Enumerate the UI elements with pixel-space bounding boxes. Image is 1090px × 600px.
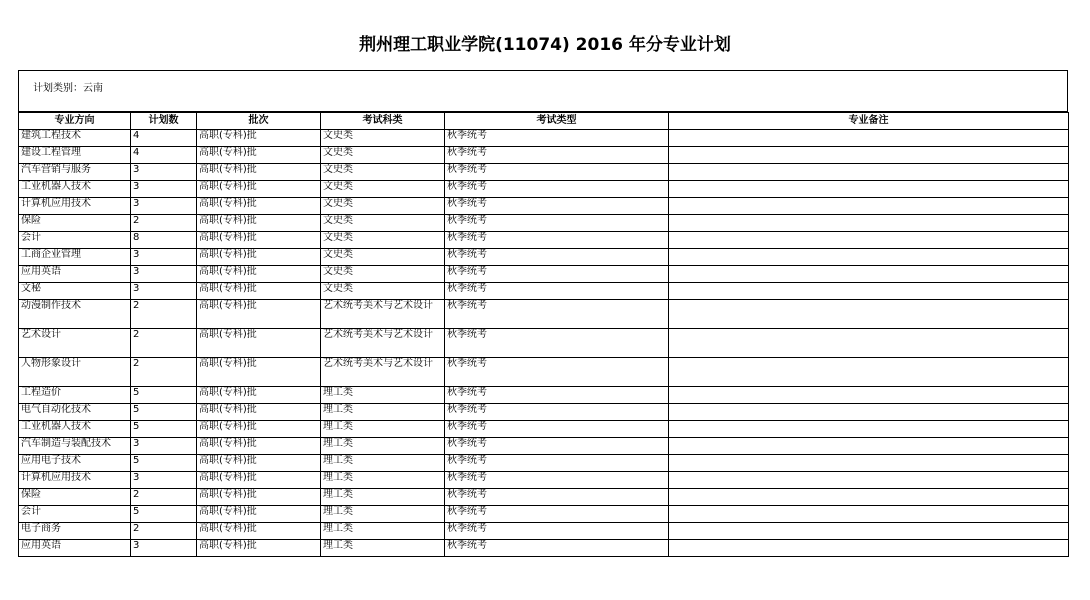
table-row	[19, 181, 1069, 198]
cell-subject: 理工类	[321, 523, 445, 540]
cell-subject: 理工类	[321, 506, 445, 523]
cell-batch: 高职(专科)批	[197, 147, 321, 164]
cell-major: 会计	[19, 506, 131, 523]
cell-major: 人物形象设计	[19, 358, 131, 387]
table-row	[19, 540, 1069, 557]
cell-batch: 高职(专科)批	[197, 329, 321, 358]
cell-exam-type: 秋季统考	[445, 472, 669, 489]
cell-major: 保险	[19, 489, 131, 506]
cell-major: 会计	[19, 232, 131, 249]
cell-note	[669, 540, 1069, 557]
cell-batch: 高职(专科)批	[197, 506, 321, 523]
cell-count: 3	[131, 438, 197, 455]
cell-note	[669, 147, 1069, 164]
cell-subject: 文史类	[321, 283, 445, 300]
cell-subject: 文史类	[321, 130, 445, 147]
cell-note	[669, 249, 1069, 266]
cell-count: 2	[131, 523, 197, 540]
cell-note	[669, 215, 1069, 232]
cell-count: 5	[131, 421, 197, 438]
cell-count: 2	[131, 300, 197, 329]
cell-note	[669, 404, 1069, 421]
cell-subject: 文史类	[321, 164, 445, 181]
cell-note	[669, 232, 1069, 249]
cell-major: 动漫制作技术	[19, 300, 131, 329]
cell-batch: 高职(专科)批	[197, 523, 321, 540]
cell-batch: 高职(专科)批	[197, 198, 321, 215]
cell-note	[669, 421, 1069, 438]
cell-count: 3	[131, 249, 197, 266]
cell-subject: 文史类	[321, 232, 445, 249]
cell-major: 电子商务	[19, 523, 131, 540]
cell-batch: 高职(专科)批	[197, 215, 321, 232]
table-row	[19, 232, 1069, 249]
cell-count: 3	[131, 266, 197, 283]
cell-count: 2	[131, 215, 197, 232]
table-row	[19, 283, 1069, 300]
cell-batch: 高职(专科)批	[197, 266, 321, 283]
cell-count: 2	[131, 358, 197, 387]
plan-table-body	[19, 130, 1069, 557]
cell-note	[669, 472, 1069, 489]
cell-major: 应用英语	[19, 540, 131, 557]
cell-count: 4	[131, 130, 197, 147]
cell-count: 2	[131, 329, 197, 358]
cell-subject: 理工类	[321, 387, 445, 404]
column-header-major: 专业方向	[19, 113, 131, 130]
cell-subject: 文史类	[321, 266, 445, 283]
cell-subject: 理工类	[321, 489, 445, 506]
cell-exam-type: 秋季统考	[445, 266, 669, 283]
cell-exam-type: 秋季统考	[445, 358, 669, 387]
cell-count: 5	[131, 506, 197, 523]
cell-note	[669, 130, 1069, 147]
cell-subject: 理工类	[321, 404, 445, 421]
cell-note	[669, 506, 1069, 523]
table-row	[19, 438, 1069, 455]
column-header-subject: 考试科类	[321, 113, 445, 130]
cell-count: 3	[131, 472, 197, 489]
table-row	[19, 358, 1069, 387]
cell-exam-type: 秋季统考	[445, 164, 669, 181]
cell-major: 保险	[19, 215, 131, 232]
cell-exam-type: 秋季统考	[445, 540, 669, 557]
cell-subject: 艺术统考美术与艺术设计	[321, 329, 445, 358]
table-row	[19, 164, 1069, 181]
cell-major: 建筑工程技术	[19, 130, 131, 147]
cell-exam-type: 秋季统考	[445, 404, 669, 421]
cell-count: 2	[131, 489, 197, 506]
cell-major: 汽车营销与服务	[19, 164, 131, 181]
table-row	[19, 506, 1069, 523]
cell-major: 计算机应用技术	[19, 198, 131, 215]
cell-exam-type: 秋季统考	[445, 387, 669, 404]
cell-count: 5	[131, 404, 197, 421]
table-row	[19, 266, 1069, 283]
cell-subject: 艺术统考美术与艺术设计	[321, 358, 445, 387]
cell-exam-type: 秋季统考	[445, 421, 669, 438]
cell-batch: 高职(专科)批	[197, 387, 321, 404]
cell-major: 工业机器人技术	[19, 181, 131, 198]
cell-batch: 高职(专科)批	[197, 455, 321, 472]
cell-note	[669, 455, 1069, 472]
cell-exam-type: 秋季统考	[445, 249, 669, 266]
cell-major: 应用英语	[19, 266, 131, 283]
cell-subject: 文史类	[321, 147, 445, 164]
cell-note	[669, 266, 1069, 283]
plan-category-box	[18, 70, 1068, 112]
cell-exam-type: 秋季统考	[445, 181, 669, 198]
cell-count: 3	[131, 198, 197, 215]
cell-note	[669, 358, 1069, 387]
cell-count: 5	[131, 455, 197, 472]
cell-count: 5	[131, 387, 197, 404]
table-row	[19, 215, 1069, 232]
cell-subject: 理工类	[321, 472, 445, 489]
cell-note	[669, 489, 1069, 506]
cell-major: 电气自动化技术	[19, 404, 131, 421]
cell-batch: 高职(专科)批	[197, 249, 321, 266]
table-row	[19, 489, 1069, 506]
column-header-batch: 批次	[197, 113, 321, 130]
table-row	[19, 472, 1069, 489]
cell-count: 4	[131, 147, 197, 164]
cell-batch: 高职(专科)批	[197, 283, 321, 300]
cell-batch: 高职(专科)批	[197, 164, 321, 181]
table-row	[19, 404, 1069, 421]
cell-subject: 文史类	[321, 181, 445, 198]
cell-note	[669, 198, 1069, 215]
column-header-count: 计划数	[131, 113, 197, 130]
table-header-row	[19, 113, 1069, 130]
cell-exam-type: 秋季统考	[445, 438, 669, 455]
cell-count: 3	[131, 164, 197, 181]
table-row	[19, 300, 1069, 329]
table-row	[19, 523, 1069, 540]
cell-subject: 文史类	[321, 198, 445, 215]
cell-batch: 高职(专科)批	[197, 421, 321, 438]
cell-batch: 高职(专科)批	[197, 300, 321, 329]
cell-batch: 高职(专科)批	[197, 404, 321, 421]
cell-note	[669, 438, 1069, 455]
cell-exam-type: 秋季统考	[445, 130, 669, 147]
table-row	[19, 130, 1069, 147]
cell-subject: 艺术统考美术与艺术设计	[321, 300, 445, 329]
cell-note	[669, 300, 1069, 329]
cell-exam-type: 秋季统考	[445, 198, 669, 215]
cell-note	[669, 329, 1069, 358]
cell-subject: 理工类	[321, 540, 445, 557]
cell-batch: 高职(专科)批	[197, 489, 321, 506]
cell-batch: 高职(专科)批	[197, 438, 321, 455]
cell-major: 建设工程管理	[19, 147, 131, 164]
cell-count: 3	[131, 181, 197, 198]
cell-subject: 理工类	[321, 421, 445, 438]
cell-exam-type: 秋季统考	[445, 215, 669, 232]
table-row	[19, 147, 1069, 164]
plan-category-label: 计划类别：云南	[33, 83, 103, 94]
cell-exam-type: 秋季统考	[445, 300, 669, 329]
cell-count: 3	[131, 540, 197, 557]
table-row	[19, 387, 1069, 404]
cell-exam-type: 秋季统考	[445, 232, 669, 249]
cell-major: 汽车制造与装配技术	[19, 438, 131, 455]
cell-batch: 高职(专科)批	[197, 181, 321, 198]
page-title: 荆州理工职业学院(11074) 2016 年分专业计划	[359, 35, 731, 55]
table-row	[19, 249, 1069, 266]
cell-subject: 文史类	[321, 249, 445, 266]
cell-major: 艺术设计	[19, 329, 131, 358]
cell-exam-type: 秋季统考	[445, 506, 669, 523]
cell-subject: 理工类	[321, 438, 445, 455]
cell-note	[669, 283, 1069, 300]
cell-note	[669, 523, 1069, 540]
table-row	[19, 421, 1069, 438]
table-row	[19, 198, 1069, 215]
cell-exam-type: 秋季统考	[445, 147, 669, 164]
cell-note	[669, 387, 1069, 404]
cell-batch: 高职(专科)批	[197, 130, 321, 147]
cell-exam-type: 秋季统考	[445, 523, 669, 540]
cell-subject: 理工类	[321, 455, 445, 472]
cell-batch: 高职(专科)批	[197, 232, 321, 249]
cell-exam-type: 秋季统考	[445, 489, 669, 506]
cell-batch: 高职(专科)批	[197, 540, 321, 557]
cell-count: 3	[131, 283, 197, 300]
cell-note	[669, 181, 1069, 198]
table-row	[19, 455, 1069, 472]
cell-major: 工业机器人技术	[19, 421, 131, 438]
cell-major: 工商企业管理	[19, 249, 131, 266]
cell-batch: 高职(专科)批	[197, 358, 321, 387]
cell-count: 8	[131, 232, 197, 249]
cell-exam-type: 秋季统考	[445, 283, 669, 300]
cell-exam-type: 秋季统考	[445, 329, 669, 358]
cell-note	[669, 164, 1069, 181]
cell-exam-type: 秋季统考	[445, 455, 669, 472]
column-header-exam-type: 考试类型	[445, 113, 669, 130]
cell-major: 计算机应用技术	[19, 472, 131, 489]
cell-subject: 文史类	[321, 215, 445, 232]
table-row	[19, 329, 1069, 358]
cell-major: 应用电子技术	[19, 455, 131, 472]
column-header-note: 专业备注	[669, 113, 1069, 130]
cell-major: 工程造价	[19, 387, 131, 404]
plan-table	[18, 112, 1069, 557]
cell-major: 文秘	[19, 283, 131, 300]
cell-batch: 高职(专科)批	[197, 472, 321, 489]
